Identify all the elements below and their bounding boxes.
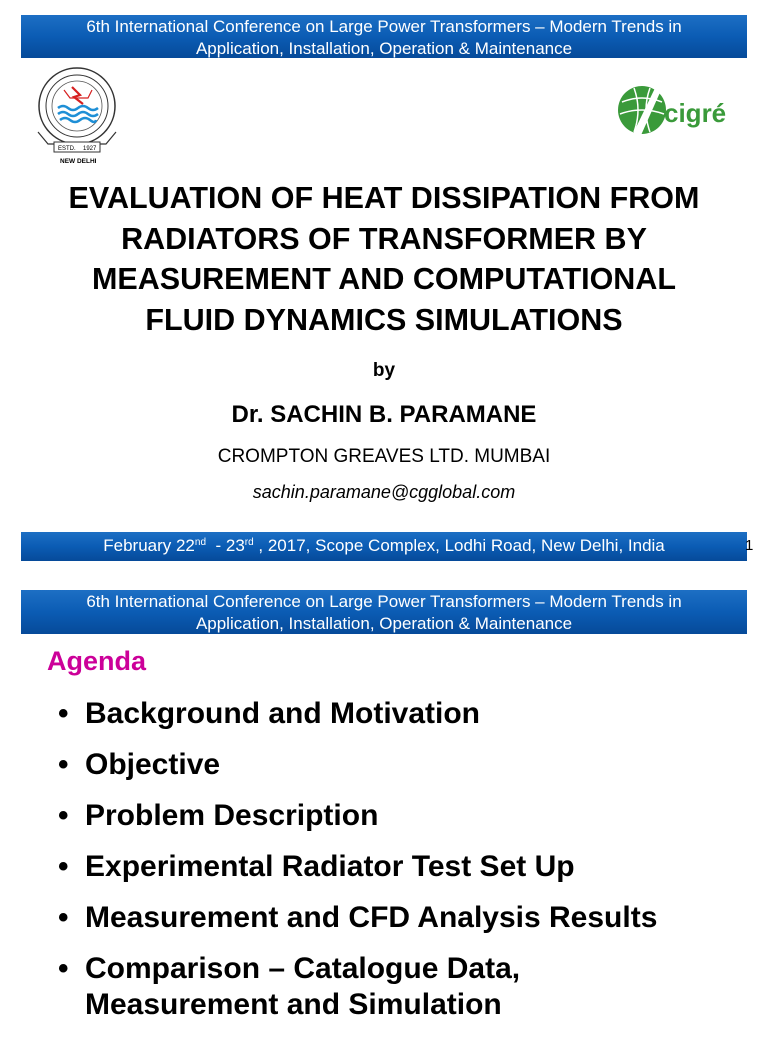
logo-year: 1927 [83,146,97,152]
page-number: 1 [745,537,754,554]
company-name: CROMPTON GREAVES LTD. MUMBAI [217,446,551,467]
title-line-4: FLUID DYNAMICS SIMULATIONS [145,302,623,337]
banner-line-2: Application, Installation, Operation & Maintenance [195,39,573,58]
banner-line-2: Application, Installation, Operation & Maintenance [195,614,573,633]
date-part-3: , 2017, Scope Complex, Lodhi Road, New Delhi, India [253,536,665,555]
title-line-3: MEASUREMENT AND COMPUTATIONAL [92,262,676,296]
bullet-icon: • [58,748,69,781]
cigre-logo-icon [612,80,734,144]
date-sup-1: nd [194,537,207,548]
cigre-logo-text: cigré [664,98,727,128]
agenda-list [58,696,758,1038]
agenda-item [58,849,758,885]
banner-line-1: 6th International Conference on Large Power Transformers – Modern Trends in [86,17,682,36]
presentation-title [30,178,738,340]
bullet-icon: • [58,697,69,730]
conference-banner [21,15,747,58]
author-name: Dr. SACHIN B. PARAMANE [231,401,537,428]
agenda-item-text-line-1: Comparison – Catalogue Data, [85,952,521,985]
agenda-item-text-line-2: Measurement and Simulation [85,988,502,1021]
title-line-2: RADIATORS OF TRANSFORMER BY [121,221,647,256]
date-part-1: February 22 [103,536,195,555]
bullet-icon: • [58,850,69,883]
logo-estd: ESTD. [58,146,76,152]
agenda-item [58,951,758,1023]
logo-city: NEW DELHI [60,158,97,165]
date-part-2: - 23 [206,536,245,555]
cbip-emblem-icon [28,62,126,166]
bullet-icon: • [58,901,69,934]
agenda-heading: Agenda [47,646,147,676]
agenda-item [58,900,758,936]
author-email: sachin.paramane@cgglobal.com [252,482,516,502]
title-line-1: EVALUATION OF HEAT DISSIPATION FROM [68,181,700,215]
agenda-item-text [85,951,758,1023]
agenda-item-text: Problem Description [85,799,379,832]
date-sup-2: rd [244,537,254,548]
event-date-banner [21,532,747,561]
agenda-item-text: Measurement and CFD Analysis Results [85,901,658,934]
by-label: by [372,360,396,381]
agenda-item [58,696,758,732]
agenda-item-text: Experimental Radiator Test Set Up [85,850,575,883]
banner-line-1: 6th International Conference on Large Power Transformers – Modern Trends in [86,592,682,611]
agenda-item [58,747,758,783]
agenda-item [58,798,758,834]
conference-banner-slide-2 [21,590,747,634]
bullet-icon: • [58,952,69,985]
agenda-item-text: Objective [85,748,221,781]
agenda-item-text: Background and Motivation [85,697,481,730]
bullet-icon: • [58,799,69,832]
